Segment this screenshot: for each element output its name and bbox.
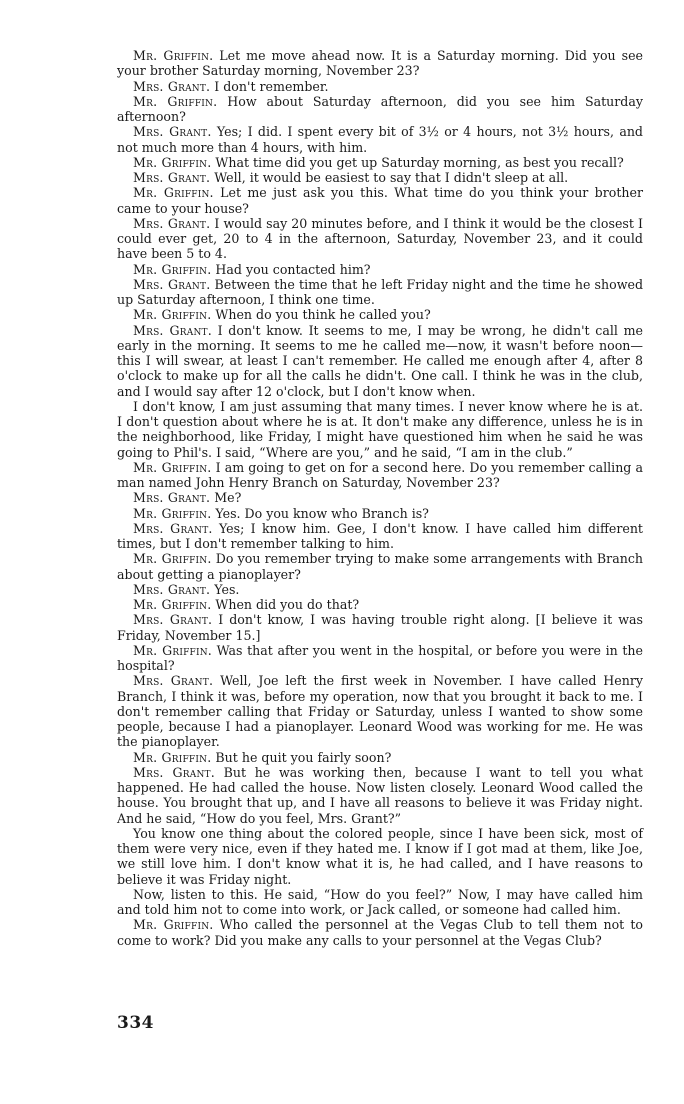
transcript-paragraph — [117, 643, 643, 674]
paragraph-text: Let me just ask you this. What time do you think your brother came to your house? — [117, 185, 643, 216]
transcript-paragraph — [117, 170, 643, 185]
transcript-paragraph — [117, 612, 643, 643]
transcript-paragraph — [117, 765, 643, 826]
speaker-label: Mrs. Grant. — [133, 276, 211, 292]
transcript-paragraph — [117, 277, 643, 308]
paragraph-text: But he was working then, because I want to tell you what happened. He had called the house. Now listen closely. Leonard Wood called the house. You brought that up, and I have all reasons to believe it was Friday night. And he said, “How do you feel, Mrs. Grant?” — [117, 764, 643, 826]
paragraph-text: Yes; I know him. Gee, I don't know. I have called him different times, but I don't remember talking to him. — [117, 520, 643, 551]
transcript-page — [117, 48, 643, 948]
paragraph-text: Now, listen to this. He said, “How do you feel?” Now, I may have called him and told him not to come into work, or Jack called, or someone had called him. — [117, 886, 643, 917]
paragraph-text: Yes. — [210, 581, 240, 597]
transcript-paragraph — [117, 917, 643, 948]
transcript-paragraph — [117, 94, 643, 125]
speaker-label: Mr. Griffin. — [133, 917, 214, 933]
transcript-paragraph — [117, 582, 643, 597]
speaker-label: Mr. Griffin. — [133, 749, 212, 765]
speaker-label: Mrs. Grant. — [133, 215, 211, 231]
transcript-paragraph — [117, 460, 643, 491]
transcript-paragraph — [117, 216, 643, 262]
paragraph-text: Do you remember trying to make some arrangements with Branch about getting a pianoplayer? — [117, 551, 643, 582]
transcript-paragraph — [117, 521, 643, 552]
transcript-paragraph — [117, 490, 643, 505]
speaker-label: Mrs. Grant. — [133, 78, 211, 94]
paragraph-text: When do you think he called you? — [211, 307, 431, 323]
transcript-paragraph — [117, 826, 643, 887]
transcript-paragraph — [117, 124, 643, 155]
paragraph-text: Let me move ahead now. It is a Saturday morning. Did you see your brother Saturday morning, November 23? — [117, 48, 643, 79]
transcript-paragraph — [117, 750, 643, 765]
transcript-paragraph — [117, 323, 643, 399]
transcript-paragraph — [117, 506, 643, 521]
transcript-paragraph — [117, 399, 643, 460]
transcript-paragraph — [117, 551, 643, 582]
speaker-label: Mrs. Grant. — [133, 170, 211, 185]
transcript-paragraph — [117, 597, 643, 612]
paragraph-text: I don't know, I am just assuming that many times. I never know where he is at. I don't question about where he is at. It don't make any difference, unless he is in the neighborhood, like Friday, I might have questioned him when he said he was going to Phil's. I said, “Where are you,” and he said, “I am in the club.” — [117, 398, 643, 460]
transcript-paragraph — [117, 185, 643, 216]
transcript-paragraph — [117, 48, 643, 79]
speaker-label: Mr. Griffin. — [133, 48, 214, 63]
transcript-paragraph — [117, 307, 643, 322]
paragraph-text: Well, Joe left the first week in November. I have called Henry Branch, I think it was, before my operation, now that you brought it back to me. I don't remember calling that Friday or Saturday, unless I wanted to show some people, because I had a pianoplayer. Leonard Wood was working for me. He was the pianoplayer. — [117, 673, 643, 750]
paragraph-text: I don't know. It seems to me, I may be wrong, he didn't call me early in the morning. It seems to me he called me—now, it wasn't before noon—this I will swear, at least I can't remember. He called me enough after 4, after 8 o'clock to make up for all the calls he didn't. One call. I think he was in the club, and I would say after 12 o'clock, but I don't know when. — [117, 322, 643, 399]
speaker-label: Mr. Griffin. — [133, 459, 212, 475]
transcript-paragraph — [117, 887, 643, 918]
speaker-label: Mr. Griffin. — [133, 307, 212, 323]
speaker-label: Mr. Griffin. — [133, 642, 213, 658]
paragraph-text: I don't know, I was having trouble right along. [I believe it was Friday, November 15.] — [117, 612, 643, 643]
paragraph-text: How about Saturday afternoon, did you see him Saturday afternoon? — [117, 93, 643, 124]
paragraph-text: Had you contacted him? — [211, 261, 371, 277]
speaker-label: Mrs. Grant. — [133, 124, 212, 140]
paragraph-text: Yes. Do you know who Branch is? — [211, 505, 429, 521]
speaker-label: Mr. Griffin. — [133, 261, 212, 277]
speaker-label: Mr. Griffin. — [133, 551, 212, 567]
paragraph-text: Between the time that he left Friday night and the time he showed up Saturday afternoon, I think one time. — [117, 276, 644, 307]
paragraph-text: But he quit you fairly soon? — [211, 749, 392, 765]
paragraph-text: Me? — [210, 490, 242, 506]
paragraph-text: When did you do that? — [211, 597, 360, 612]
transcript-paragraph — [117, 262, 643, 277]
transcript-paragraph — [117, 155, 643, 170]
paragraph-text: What time did you get up Saturday morning, as best you recall? — [211, 154, 624, 170]
speaker-label: Mr. Griffin. — [133, 154, 212, 170]
speaker-label: Mr. Griffin. — [133, 93, 218, 109]
transcript-paragraph — [117, 673, 643, 749]
paragraph-text: I don't remember. — [210, 78, 329, 94]
paragraph-text: Yes; I did. I spent every bit of 3½ or 4 hours, not 3½ hours, and not much more than 4 hours, with him. — [117, 124, 643, 155]
speaker-label: Mrs. Grant. — [133, 673, 214, 689]
speaker-label: Mr. Griffin. — [133, 185, 214, 201]
speaker-label: Mrs. Grant. — [133, 520, 213, 536]
speaker-label: Mrs. Grant. — [133, 764, 215, 780]
paragraph-text: You know one thing about the colored people, since I have been sick, most of them were very nice, even if they hated me. I know if I got mad at them, like Joe, we still love him. I don't know what it is, he had called, and I have reasons to believe it was Friday night. — [117, 825, 643, 887]
speaker-label: Mrs. Grant. — [133, 322, 212, 338]
paragraph-text: Was that after you went in the hospital, or before you were in the hospital? — [117, 642, 643, 673]
speaker-label: Mrs. Grant. — [133, 581, 211, 597]
speaker-label: Mr. Griffin. — [133, 505, 212, 521]
page-number: 334 — [117, 1013, 154, 1033]
paragraph-text: Who called the personnel at the Vegas Club to tell them not to come to work? Did you make any calls to your personnel at the Vegas Club? — [117, 917, 643, 948]
paragraph-text: Well, it would be easiest to say that I didn't sleep at all. — [210, 170, 569, 185]
speaker-label: Mrs. Grant. — [133, 490, 211, 506]
paragraph-text: I am going to get on for a second here. Do you remember calling a man named John Henry Branch on Saturday, November 23? — [117, 459, 643, 490]
speaker-label: Mrs. Grant. — [133, 612, 213, 628]
speaker-label: Mr. Griffin. — [133, 597, 212, 612]
paragraph-text: I would say 20 minutes before, and I think it would be the closest I could ever get, 20 to 4 in the afternoon, Saturday, November 23, and it could have been 5 to 4. — [117, 215, 643, 262]
transcript-paragraph — [117, 79, 643, 94]
